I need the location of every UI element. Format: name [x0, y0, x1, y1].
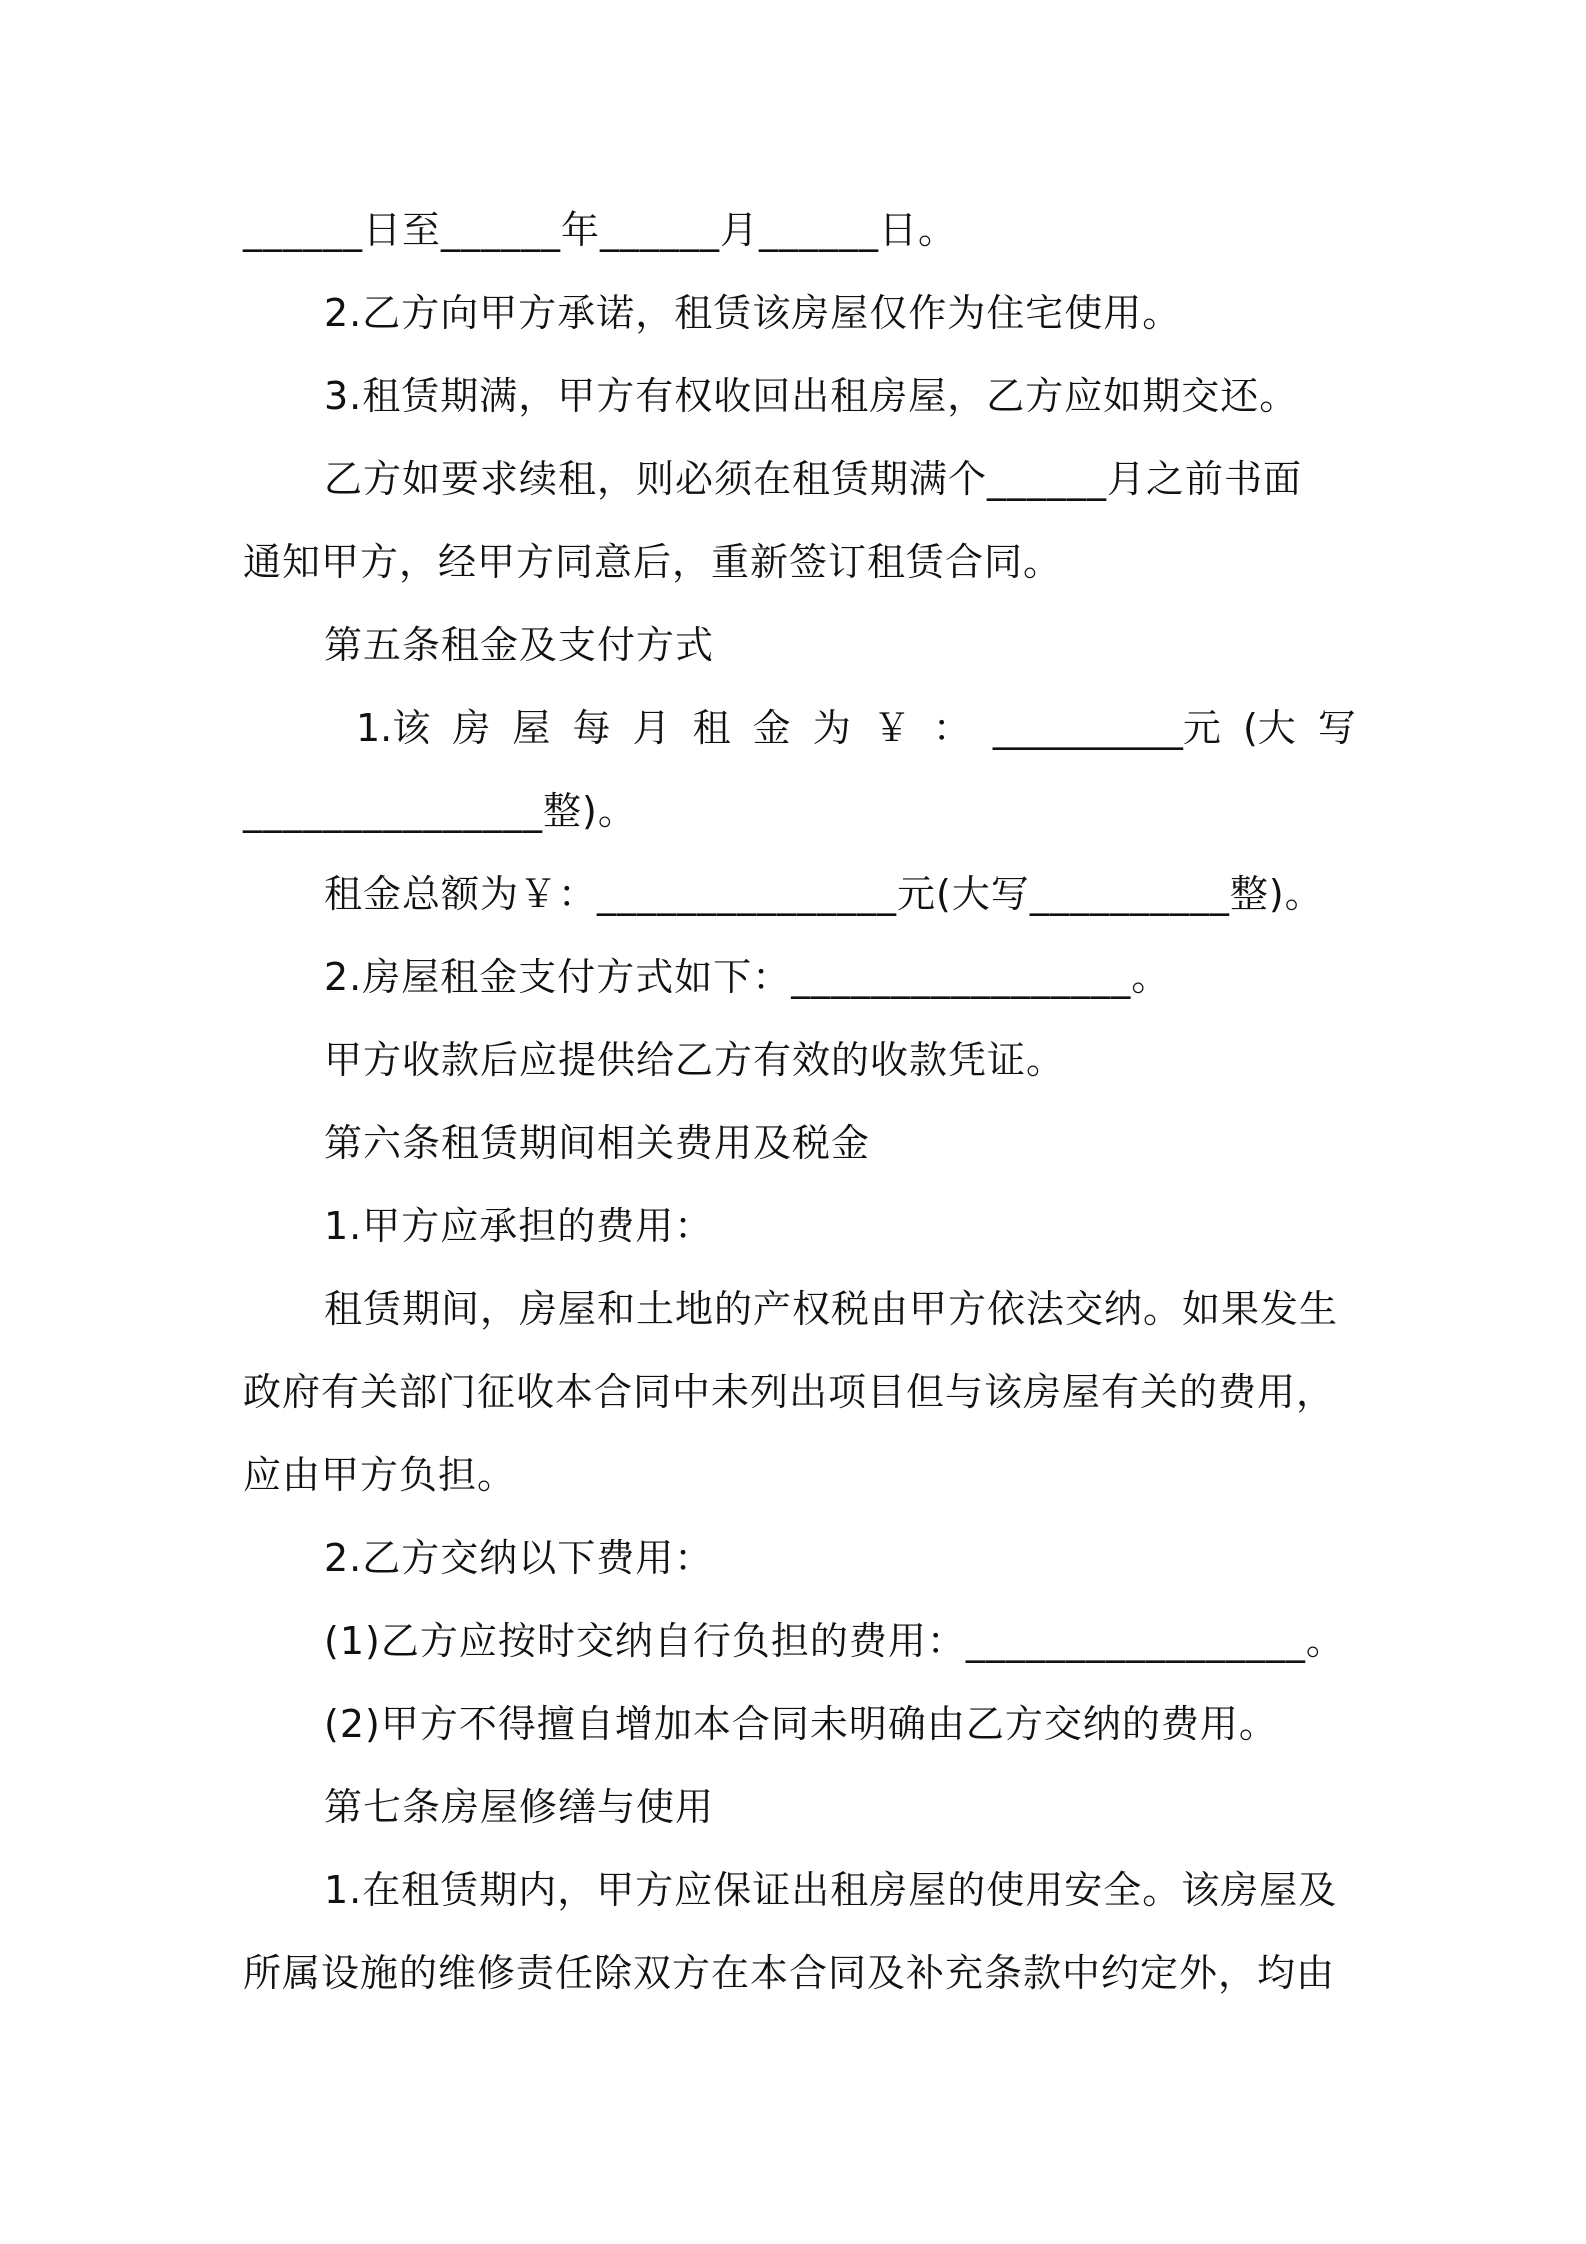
text-line: 乙方如要求续租，则必须在租赁期满个______月之前书面 — [324, 457, 1303, 501]
text-line: 1.在租赁期内，甲方应保证出租房屋的使用安全。该房屋及 — [324, 1868, 1338, 1912]
text-token: 每 — [572, 706, 611, 750]
text-line: 3.租赁期满，甲方有权收回出租房屋，乙方应如期交还。 — [324, 374, 1299, 418]
text-token: ： — [932, 706, 971, 750]
text-token: 屋 — [512, 706, 551, 750]
text-line: (1)乙方应按时交纳自行负担的费用：_________________。 — [324, 1619, 1345, 1663]
text-line: 应由甲方负担。 — [243, 1453, 517, 1497]
text-line: 政府有关部门征收本合同中未列出项目但与该房屋有关的费用， — [243, 1370, 1336, 1414]
text-line: _______________整)。 — [243, 789, 637, 833]
text-token: 写 — [1317, 706, 1356, 750]
text-line: 2.房屋租金支付方式如下：_________________。 — [324, 955, 1171, 999]
text-token: 租 — [692, 706, 731, 750]
text-line: 租金总额为￥：_______________元(大写__________整)。 — [324, 872, 1324, 916]
text-token: (大 — [1242, 706, 1296, 750]
text-token: 金 — [752, 706, 791, 750]
text-line: 租赁期间，房屋和土地的产权税由甲方依法交纳。如果发生 — [324, 1287, 1339, 1331]
section-heading: 第五条租金及支付方式 — [324, 623, 715, 667]
text-token: 房 — [452, 706, 491, 750]
text-token: ￥ — [872, 706, 911, 750]
text-line: ______日至______年______月______日。 — [243, 208, 958, 252]
text-line: 甲方收款后应提供给乙方有效的收款凭证。 — [324, 1038, 1066, 1082]
text-token: 1.该 — [356, 706, 431, 750]
text-token: 月 — [632, 706, 671, 750]
text-line: (2)甲方不得擅自增加本合同未明确由乙方交纳的费用。 — [324, 1702, 1278, 1746]
text-line: 2.乙方向甲方承诺，租赁该房屋仅作为住宅使用。 — [324, 291, 1182, 335]
section-heading: 第六条租赁期间相关费用及税金 — [324, 1121, 871, 1165]
text-line-justified — [356, 703, 1356, 753]
text-token: 为 — [812, 706, 851, 750]
text-token: __________元 — [992, 706, 1221, 750]
text-line: 所属设施的维修责任除双方在本合同及补充条款中约定外，均由 — [243, 1951, 1336, 1995]
text-line: 通知甲方，经甲方同意后，重新签订租赁合同。 — [243, 540, 1063, 584]
section-heading: 第七条房屋修缮与使用 — [324, 1785, 715, 1829]
text-line: 1.甲方应承担的费用： — [324, 1204, 714, 1248]
text-line: 2.乙方交纳以下费用： — [324, 1536, 714, 1580]
